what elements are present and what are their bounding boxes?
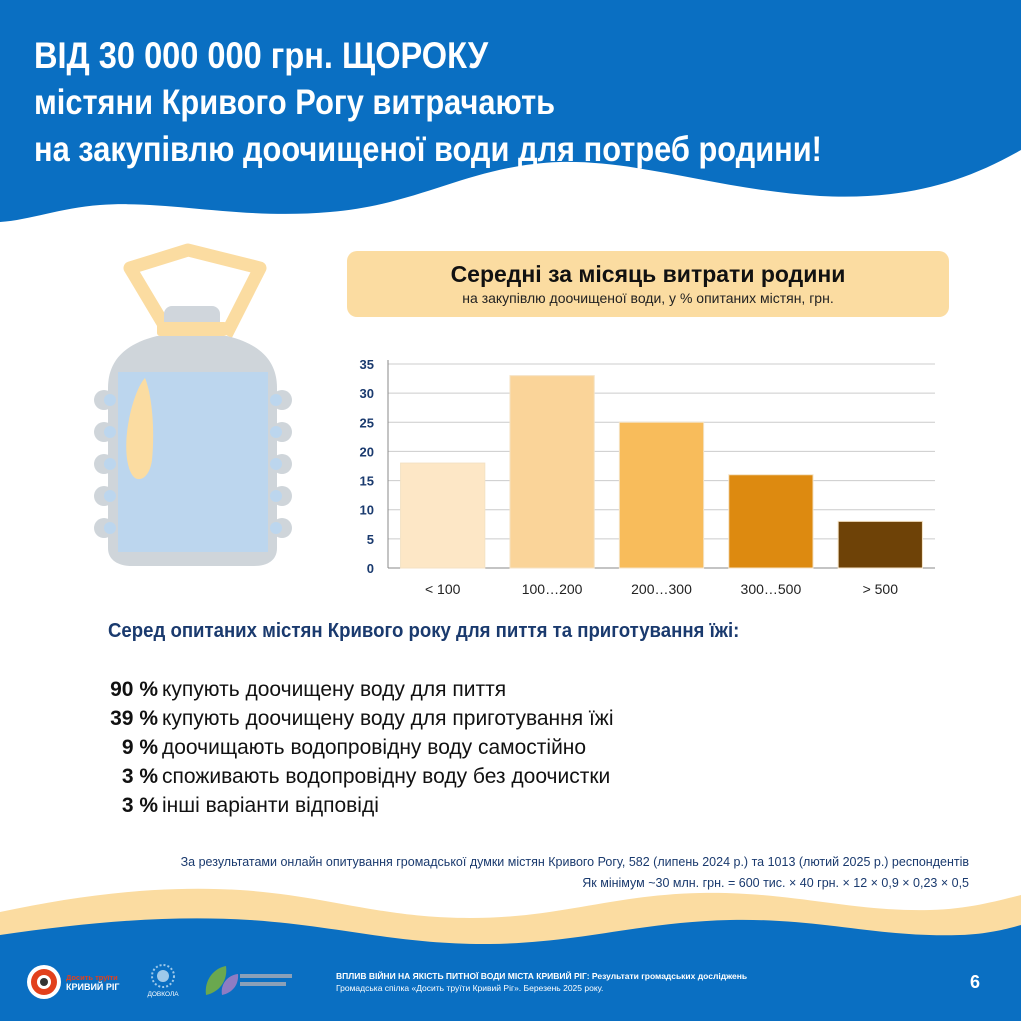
chart-subtitle: на закупівлю доочищеної води, у % опитаних містян, грн. xyxy=(462,290,834,306)
stat-text: споживають водопровідну воду без доочистки xyxy=(162,765,611,788)
stat-percent: 3 % xyxy=(121,794,158,817)
y-tick-label: 15 xyxy=(359,473,374,489)
x-tick-label: 100…200 xyxy=(521,581,583,597)
header-line-1: ВІД 30 000 000 грн. ЩОРОКУ xyxy=(34,35,489,76)
footer-title: ВПЛИВ ВІЙНИ НА ЯКІСТЬ ПИТНОЇ ВОДИ МІСТА КРИВИЙ РІГ: Результати громадських досліджень xyxy=(336,971,748,981)
y-tick-label: 5 xyxy=(366,531,374,547)
source-note: За результатами онлайн опитування громадської думки містян Кривого Рогу, 582 (липень 2024 р.) та 1013 (лютий 2025 р.) респондентів xyxy=(180,855,969,869)
leaf-logo-icon xyxy=(206,966,292,995)
stat-percent: 9 % xyxy=(121,736,158,759)
stat-text: купують доочищену воду для приготування їжі xyxy=(162,707,614,730)
stat-text: доочищають водопровідну воду самостійно xyxy=(162,736,587,759)
page-number: 6 xyxy=(970,972,981,992)
x-tick-label: < 100 xyxy=(424,581,461,597)
chart-title: Середні за місяць витрати родини xyxy=(450,261,846,287)
logo1-bottom-text: КРИВИЙ РІГ xyxy=(66,982,120,992)
y-tick-label: 25 xyxy=(359,415,374,431)
y-tick-label: 10 xyxy=(359,502,374,518)
y-tick-label: 30 xyxy=(359,386,374,402)
x-tick-label: 300…500 xyxy=(740,581,802,597)
y-tick-label: 0 xyxy=(366,561,374,576)
stat-percent: 3 % xyxy=(121,765,158,788)
footer-subtitle: Громадська спілка «Досить труїти Кривий Ріг». Березень 2025 року. xyxy=(336,983,604,993)
stat-percent: 90 % xyxy=(110,678,158,701)
y-tick-label: 35 xyxy=(359,357,374,372)
x-tick-label: > 500 xyxy=(862,581,899,597)
header-line-2: містяни Кривого Рогу витрачають xyxy=(34,83,556,122)
logo2-text: ДОВКОЛА xyxy=(147,991,179,998)
survey-heading: Серед опитаних містян Кривого року для пиття та приготування їжі: xyxy=(108,620,740,642)
stat-percent: 39 % xyxy=(110,707,158,730)
x-tick-label: 200…300 xyxy=(631,581,692,597)
logo1-top-text: Досить труїти xyxy=(66,973,118,982)
stat-text: інші варіанти відповіді xyxy=(162,794,379,817)
footer-text xyxy=(336,970,747,994)
formula-note: Як мінімум ~30 млн. грн. = 600 тис. × 40 грн. × 12 × 0,9 × 0,23 × 0,5 xyxy=(582,876,969,890)
y-tick-label: 20 xyxy=(359,444,374,460)
dovkola-logo-icon xyxy=(152,965,174,987)
stat-text: купують доочищену воду для пиття xyxy=(162,678,507,701)
dosyt-logo-icon xyxy=(27,965,61,999)
header-line-3: на закупівлю доочищеної води для потреб родини! xyxy=(34,130,822,169)
